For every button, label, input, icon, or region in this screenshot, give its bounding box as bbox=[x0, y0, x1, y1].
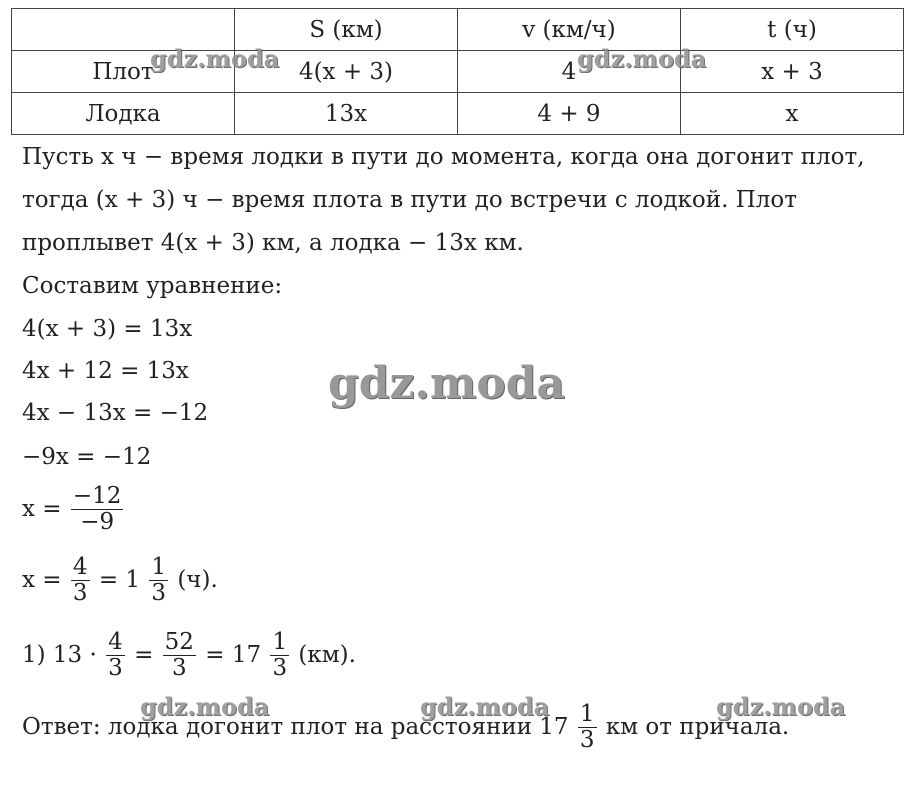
fraction-denominator: 3 bbox=[72, 580, 88, 607]
section-heading: Составим уравнение: bbox=[22, 273, 283, 299]
step-line bbox=[22, 630, 356, 682]
fraction-numerator: 1 bbox=[579, 701, 595, 727]
answer-line bbox=[22, 702, 789, 754]
equation-equals: = 1 bbox=[98, 566, 141, 593]
watermark: gdz.moda bbox=[328, 358, 566, 409]
fraction bbox=[270, 630, 289, 682]
unit-label: (км). bbox=[298, 641, 356, 668]
table-cell: 4(x + 3) bbox=[235, 51, 458, 93]
table-header-row bbox=[12, 9, 904, 51]
equation-line: 4x + 12 = 13x bbox=[22, 358, 189, 384]
equation-lhs: x = bbox=[22, 566, 62, 593]
fraction-denominator: 3 bbox=[171, 655, 187, 682]
answer-text: км от причала. bbox=[605, 713, 790, 740]
header-cell: S (км) bbox=[235, 9, 458, 51]
answer-text: Ответ: лодка догонит плот на расстоянии 17 bbox=[22, 713, 569, 740]
table-cell: x bbox=[681, 93, 904, 135]
paragraph-line: Пусть x ч − время лодки в пути до момента, когда она догонит плот, bbox=[22, 144, 865, 170]
table-cell: 4 + 9 bbox=[458, 93, 681, 135]
table-cell: x + 3 bbox=[681, 51, 904, 93]
equation-line: 4(x + 3) = 13x bbox=[22, 316, 193, 342]
fraction-numerator: 52 bbox=[164, 629, 194, 655]
step-prefix: 1) 13 · bbox=[22, 641, 97, 668]
fraction-numerator: 1 bbox=[151, 554, 166, 580]
table-cell: Плот bbox=[12, 51, 235, 93]
data-table bbox=[11, 8, 904, 135]
table-cell: 4 bbox=[458, 51, 681, 93]
header-cell: v (км/ч) bbox=[458, 9, 681, 51]
paragraph-line: проплывет 4(x + 3) км, а лодка − 13x км. bbox=[22, 230, 524, 256]
equation-fraction-line bbox=[22, 555, 218, 607]
fraction-numerator: 4 bbox=[72, 554, 88, 580]
table-row bbox=[12, 51, 904, 93]
fraction-numerator: −12 bbox=[72, 483, 122, 509]
fraction bbox=[71, 555, 90, 607]
watermark: gdz.moda bbox=[716, 692, 846, 721]
watermark: gdz.moda bbox=[577, 44, 707, 73]
fraction-denominator: 3 bbox=[579, 727, 595, 754]
equation-lhs: x = bbox=[22, 495, 62, 522]
table-cell: 13x bbox=[235, 93, 458, 135]
unit-label: (ч). bbox=[177, 566, 218, 593]
fraction-denominator: −9 bbox=[80, 509, 115, 536]
fraction bbox=[163, 630, 196, 682]
paragraph-line: тогда (x + 3) ч − время плота в пути до встречи с лодкой. Плот bbox=[22, 187, 797, 213]
equation-equals: = 17 bbox=[205, 641, 262, 668]
fraction-denominator: 3 bbox=[108, 655, 123, 682]
fraction-numerator: 1 bbox=[272, 629, 288, 655]
watermark: gdz.moda bbox=[150, 44, 280, 73]
fraction bbox=[71, 484, 124, 536]
fraction bbox=[106, 630, 125, 682]
header-cell: t (ч) bbox=[681, 9, 904, 51]
fraction-denominator: 3 bbox=[151, 580, 166, 607]
equation-line: 4x − 13x = −12 bbox=[22, 400, 209, 426]
table-row bbox=[12, 93, 904, 135]
equation-fraction-line bbox=[22, 484, 125, 536]
fraction bbox=[149, 555, 168, 607]
fraction-denominator: 3 bbox=[272, 655, 288, 682]
equation-line: −9x = −12 bbox=[22, 444, 152, 470]
table-cell: Лодка bbox=[12, 93, 235, 135]
fraction bbox=[578, 702, 597, 754]
watermark: gdz.moda bbox=[420, 692, 550, 721]
fraction-numerator: 4 bbox=[108, 629, 123, 655]
equation-equals: = bbox=[134, 641, 154, 668]
watermark: gdz.moda bbox=[140, 692, 270, 721]
